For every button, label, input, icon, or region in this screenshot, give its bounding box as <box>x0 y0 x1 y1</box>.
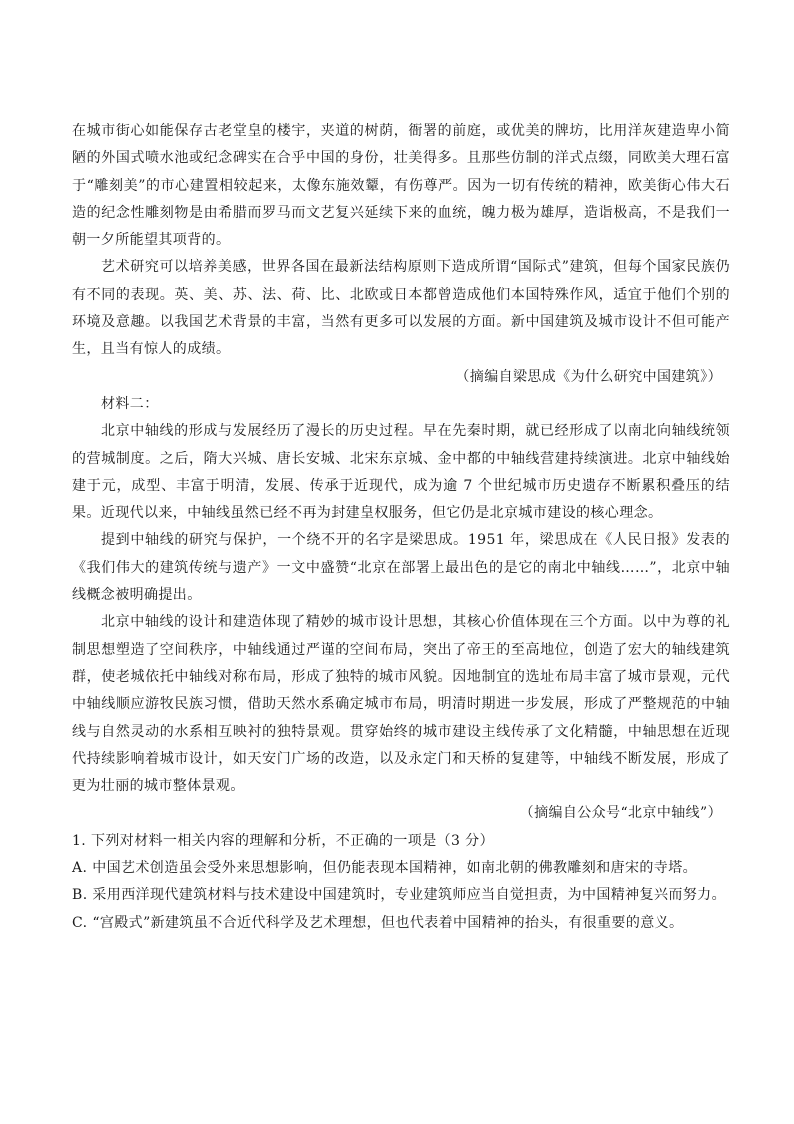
material2-paragraph-3: 北京中轴线的设计和建造体现了精妙的城市设计思想，其核心价值体现在三个方面。以中为尊的礼制思想塑造了空间秩序，中轴线通过严谨的空间布局，突出了帝王的至高地位，创造了宏大的轴线建筑群，使老城依托中轴线对称布局，形成了独特的城市风貌。因地制宜的选址布局丰富了城市景观，元代中轴线顺应游牧民族习惯，借助天然水系确定城市布局，明清时期进一步发展，形成了严整规范的中轴线与自然灵动的水系相互映衬的独特景观。贯穿始终的城市建设主线传承了文化精髓，中轴思想在近现代持续影响着城市设计，如天安门广场的改造，以及永定门和天桥的复建等，中轴线不断发展，形成了更为壮丽的城市整体景观。 <box>72 614 730 795</box>
material2-heading: 材料二： <box>101 395 159 412</box>
option-a: A. 中国艺术创造虽会受外来思想影响，但仍能表现本国精神，如南北朝的佛教雕刻和唐宋的寺塔。 <box>72 860 698 877</box>
exam-page <box>72 118 730 937</box>
material2-paragraph-1: 北京中轴线的形成与发展经历了漫长的历史过程。早在先秦时期，就已经形成了以南北向轴线统领的营城制度。之后，隋大兴城、唐长安城、北宋东京城、金中都的中轴线营建持续演进。北京中轴线始建于元，成型、丰富于明清，发展、传承于近现代，成为逾 7 个世纪城市历史遗存不断累积叠压的结果。近现代以来，中轴线虽然已经不再为封建皇权服务，但它仍是北京城市建设的核心理念。 <box>72 423 730 522</box>
material2-paragraph-2: 提到中轴线的研究与保护，一个绕不开的名字是梁思成。1951 年，梁思成在《人民日报》发表的《我们伟大的建筑传统与遗产》一文中盛赞“北京在部署上最出色的是它的南北中轴线……”，北京中轴线概念被明确提出。 <box>72 532 730 604</box>
option-c: C. “宫殿式”新建筑虽不合近代科学及艺术理想，但也代表着中国精神的抬头，有很重要的意义。 <box>72 914 684 931</box>
material1-source-credit: （摘编自梁思成《为什么研究中国建筑》） <box>455 368 722 385</box>
question-stem: 1. 下列对材料一相关内容的理解和分析，不正确的一项是（3 分） <box>72 832 494 849</box>
material1-paragraph-2: 艺术研究可以培养美感，世界各国在最新法结构原则下造成所谓“国际式”建筑，但每个国家民族仍有不同的表现。英、美、苏、法、荷、比、北欧或日本都曾造成他们本国特殊作风，适宜于他们个别的环境及意趣。以我国艺术背景的丰富，当然有更多可以发展的方面。新中国建筑及城市设计不但可能产生，且当有惊人的成绩。 <box>72 259 730 358</box>
material1-paragraph-continued: 在城市街心如能保存古老堂皇的楼宇，夹道的树荫，衙署的前庭，或优美的牌坊，比用洋灰建造卑小简陋的外国式喷水池或纪念碑实在合乎中国的身份，壮美得多。且那些仿制的洋式点缀，同欧美大理石富于“雕刻美”的市心建置相较起来，太像东施效颦，有伤尊严。因为一切有传统的精神，欧美街心伟大石造的纪念性雕刻物是由希腊而罗马而文艺复兴延续下来的血统，魄力极为雄厚，造诣极高，不是我们一朝一夕所能望其项背的。 <box>72 123 730 249</box>
material2-source-credit: （摘编自公众号“北京中轴线”） <box>519 805 722 822</box>
option-b: B. 采用西洋现代建筑材料与技术建设中国建筑时，专业建筑师应当自觉担责，为中国精神复兴而努力。 <box>72 887 726 904</box>
